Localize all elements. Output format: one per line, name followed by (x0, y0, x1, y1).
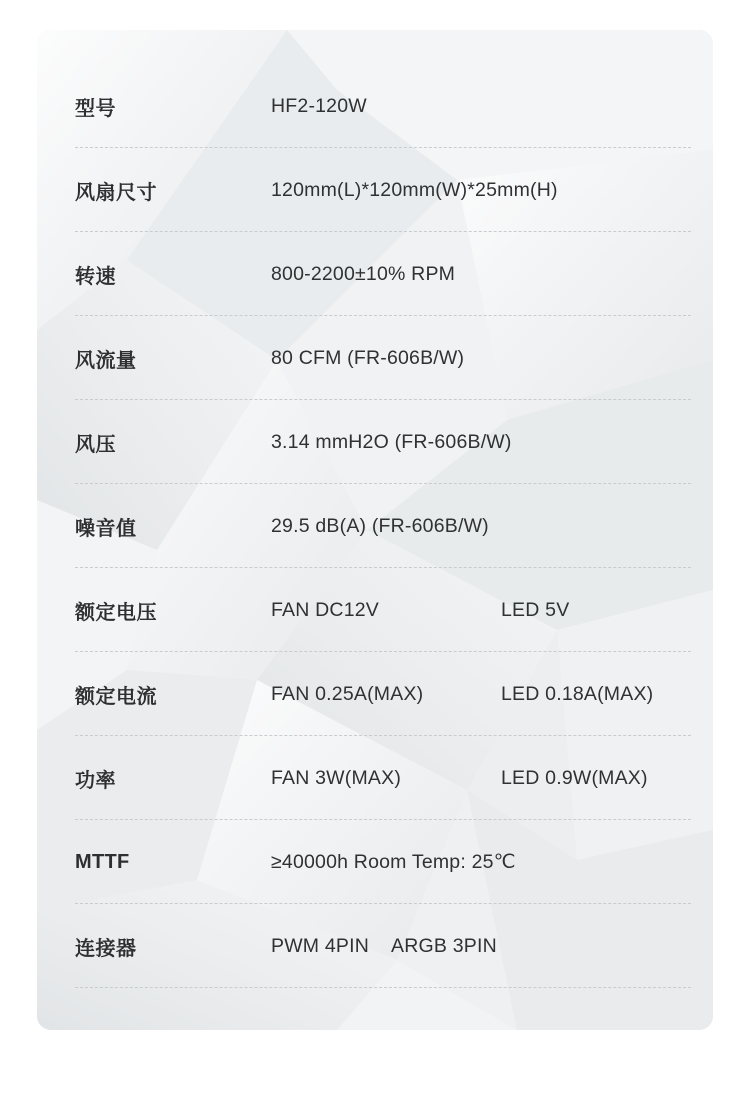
spec-value-primary: PWM 4PIN (271, 934, 370, 957)
spec-value-primary: 29.5 dB(A) (FR-606B/W) (271, 514, 489, 537)
spec-label: 风流量 (75, 349, 137, 372)
spec-value-secondary: ARGB 3PIN (391, 934, 497, 957)
spec-value-group (271, 935, 685, 958)
spec-label: 转速 (75, 265, 116, 288)
spec-label: 型号 (75, 97, 116, 120)
spec-value-group (271, 850, 685, 874)
spec-value-group (271, 767, 685, 790)
spec-value-group (271, 683, 685, 706)
table-row (37, 64, 713, 148)
spec-value-primary: FAN 3W(MAX) (271, 766, 402, 789)
table-row (37, 736, 713, 820)
spec-value-primary: FAN 0.25A(MAX) (271, 682, 424, 705)
spec-value-group (271, 515, 685, 538)
table-row (37, 904, 713, 988)
table-row (37, 316, 713, 400)
spec-value-primary: ≥40000h Room Temp: 25℃ (271, 851, 516, 873)
spec-value-group (271, 179, 685, 202)
spec-value-group (271, 95, 685, 118)
spec-value-secondary: LED 0.9W(MAX) (501, 766, 648, 789)
spec-value-primary: 80 CFM (FR-606B/W) (271, 346, 465, 369)
spec-label: 连接器 (75, 937, 137, 960)
spec-label: 风扇尺寸 (75, 181, 157, 204)
spec-value-primary: FAN DC12V (271, 598, 380, 621)
spec-value-secondary: LED 5V (501, 598, 570, 621)
spec-value-group (271, 347, 685, 370)
spec-label: 风压 (75, 433, 116, 456)
spec-value-secondary: LED 0.18A(MAX) (501, 682, 654, 705)
spec-label: 功率 (75, 769, 116, 792)
spec-value-primary: 3.14 mmH2O (FR-606B/W) (271, 430, 512, 453)
spec-label: MTTF (75, 850, 130, 873)
spec-value-group (271, 599, 685, 622)
table-row (37, 232, 713, 316)
spec-value-primary: HF2-120W (271, 94, 367, 117)
spec-value-primary: 800-2200±10% RPM (271, 262, 456, 285)
table-row (37, 400, 713, 484)
table-row (37, 568, 713, 652)
spec-value-group (271, 263, 685, 286)
table-row (37, 484, 713, 568)
spec-value-primary: 120mm(L)*120mm(W)*25mm(H) (271, 178, 558, 201)
spec-label: 噪音值 (75, 517, 137, 540)
spec-value-group (271, 431, 685, 454)
table-row (37, 148, 713, 232)
spec-table (37, 30, 713, 1030)
table-row (37, 652, 713, 736)
spec-label: 额定电流 (75, 685, 157, 708)
spec-label: 额定电压 (75, 601, 157, 624)
table-row (37, 820, 713, 904)
